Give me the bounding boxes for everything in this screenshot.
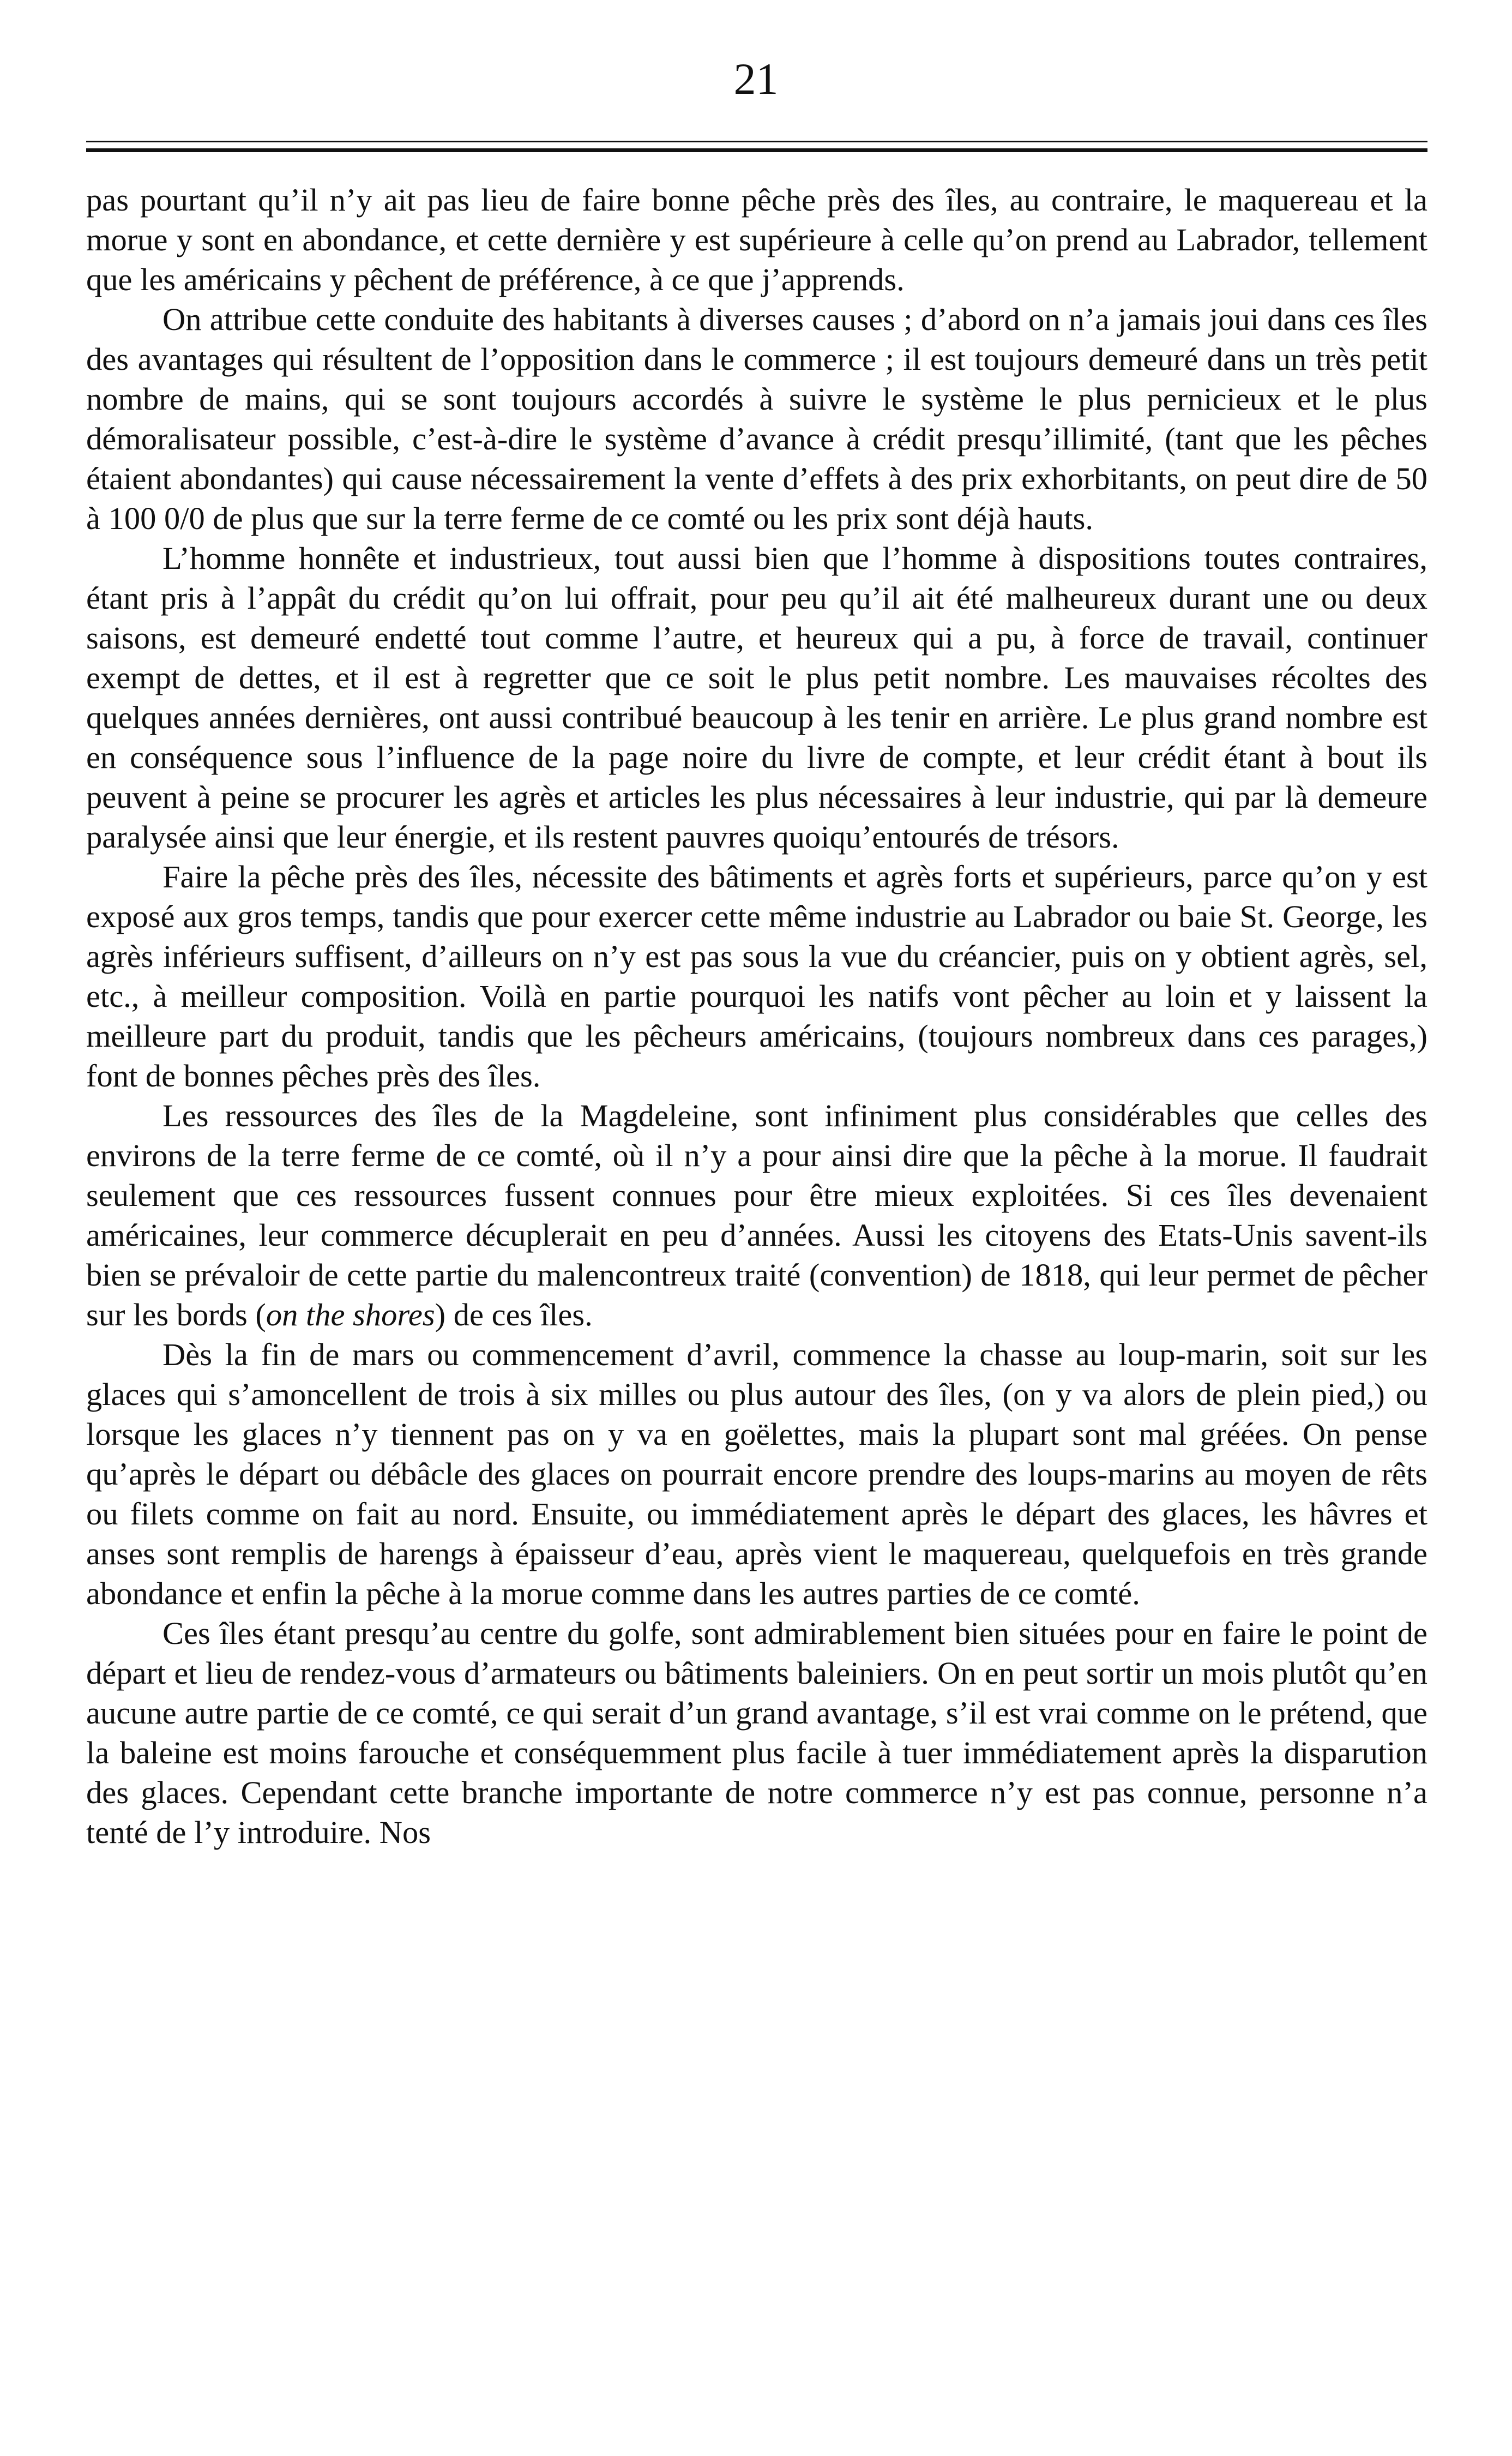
page-number: 21 bbox=[733, 54, 779, 104]
paragraph-text: ) de ces îles. bbox=[435, 1297, 593, 1332]
paragraph: Faire la pêche près des îles, nécessite des bâtiments et agrès forts et supérieurs, parce qu’on y est exposé aux gros temps, tandis que pour exercer cette même industrie au Labrador ou baie St. George, les agrès inférieurs suffisent, d’ailleurs on n’y est pas sous la vue du créancier, puis on y obtient agrès, sel, etc., à meilleur composition. Voilà en partie pourquoi les natifs vont pêcher au loin et y laissent la meilleure part du produit, tandis que les pêcheurs américains, (toujours nombreux dans ces parages,) font de bonnes pêches près des îles. bbox=[86, 859, 1427, 1094]
paragraph-text: Les ressources des îles de la Magdeleine, sont infiniment plus considérables que celles des environs de la terre ferme de ce comté, où il n’y a pour ainsi dire que la pêche à la morue. Il faudrait seulement que ces ressources fussent connues pour être mieux exploitées. Si ces îles devenaient américaines, leur commerce décuplerait en peu d’années. Aussi les citoyens des Etats-Unis savent-ils bien se prévaloir de cette partie du malencontreux traité (convention) de 1818, qui leur permet de pêcher sur les bords ( bbox=[86, 1098, 1427, 1332]
italic-phrase: on the shores bbox=[266, 1297, 435, 1332]
paragraph: L’homme honnête et industrieux, tout aussi bien que l’homme à dispositions toutes contraires, étant pris à l’appât du crédit qu’on lui offrait, pour peu qu’il ait été malheureux durant une ou deux saisons, est demeuré endetté tout comme l’autre, et heureux qui a pu, à force de travail, continuer exempt de dettes, et il est à regretter que ce soit le plus petit nombre. Les mauvaises récoltes des quelques années dernières, ont aussi contribué beaucoup à les tenir en arrière. Le plus grand nombre est en conséquence sous l’influence de la page noire du livre de compte, et leur crédit étant à bout ils peuvent à peine se procurer les agrès et articles les plus nécessaires à leur industrie, qui par là demeure paralysée ainsi que leur énergie, et ils restent pauvres quoiqu’entourés de trésors. bbox=[86, 541, 1427, 855]
paragraph: On attribue cette conduite des habitants à diverses causes ; d’abord on n’a jamais joui dans ces îles des avantages qui résultent de l’opposition dans le commerce ; il est toujours demeuré dans un très petit nombre de mains, qui se sont toujours accordés à suivre le système le plus pernicieux et le plus démoralisateur possible, c’est-à-dire le système d’avance à crédit presqu’illimité, (tant que les pêches étaient abondantes) qui cause nécessairement la vente d’effets à des prix exhorbitants, on peut dire de 50 à 100 0/0 de plus que sur la terre ferme de ce comté ou les prix sont déjà hauts. bbox=[86, 302, 1427, 536]
paragraph: Ces îles étant presqu’au centre du golfe, sont admirablement bien situées pour en faire le point de départ et lieu de rendez-vous d’armateurs ou bâtiments baleiniers. On en peut sortir un mois plutôt qu’en aucune autre partie de ce comté, ce qui serait d’un grand avantage, s’il est vrai comme on le prétend, que la baleine est moins farouche et conséquemment plus facile à tuer immédiatement après la disparution des glaces. Cependant cette branche importante de notre commerce n’y est pas connue, personne n’a tenté de l’y introduire. Nos bbox=[86, 1616, 1427, 1850]
header-rule-thick bbox=[86, 148, 1427, 152]
paragraph-continued: pas pourtant qu’il n’y ait pas lieu de faire bonne pêche près des îles, au contraire, le maquereau et la morue y sont en abondance, et cette dernière y est supérieure à celle qu’on prend au Labrador, tellement que les américains y pêchent de préférence, à ce que j’apprends. bbox=[86, 182, 1427, 297]
paragraph: Dès la fin de mars ou commencement d’avril, commence la chasse au loup-marin, soit sur les glaces qui s’amoncellent de trois à six milles ou plus autour des îles, (on y va alors de plein pied,) ou lorsque les glaces n’y tiennent pas on y va en goëlettes, mais la plupart sont mal gréées. On pense qu’après le départ ou débâcle des glaces on pourrait encore prendre des loups-marins au moyen de rêts ou filets comme on fait au nord. Ensuite, ou immédiatement après le départ des glaces, les hâvres et anses sont remplis de harengs à épaisseur d’eau, après vient le maquereau, quelquefois en très grande abondance et enfin la pêche à la morue comme dans les autres parties de ce comté. bbox=[86, 1337, 1427, 1611]
paragraph bbox=[86, 1096, 1427, 1335]
header-rule-thin bbox=[86, 141, 1427, 142]
body-text bbox=[86, 180, 1427, 1852]
